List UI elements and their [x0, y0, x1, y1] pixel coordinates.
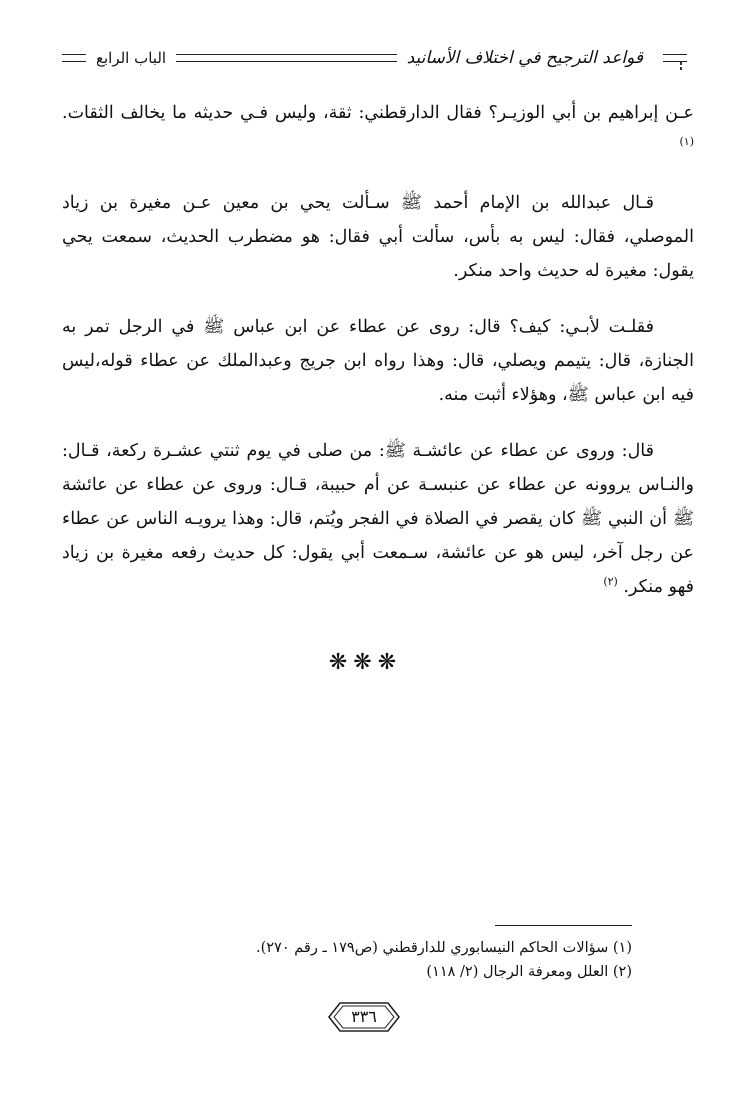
footnote-rule: [495, 925, 632, 926]
footnotes: [200, 936, 632, 984]
header-rule: [176, 54, 397, 62]
header-ornament-left: [62, 54, 86, 62]
running-header: [62, 38, 687, 78]
paragraph-3: فقلـت لأبـي: كيف؟ قال: روى عن عطاء عن ابن عباس ﷺ في الرجل تمر به الجنازة، قال: يتيمم ويصلي، قال: وهذا رواه ابن جريج وعبدالملك عن عطاء قوله،ليس فيه ابن عباس ﷺ، وهؤلاء أثبت منه.: [62, 317, 694, 405]
paragraph-1: [62, 96, 694, 164]
page-number: [326, 1000, 402, 1034]
book-title: قواعد الترجيح في اختلاف الأسانيد: [406, 48, 643, 68]
margin-mark: [678, 60, 684, 74]
main-text: [62, 96, 694, 604]
paragraph-1-text: عـن إبراهيم بن أبي الوزيـر؟ فقال الدارقطني: ثقة، وليس فـي حديثه ما يخالف الثقات.: [62, 103, 694, 123]
footnote-2: (٢) العلل ومعرفة الرجال (٢/ ١١٨): [426, 964, 632, 980]
paragraph-4-text: قال: وروى عن عطاء عن عائشـة ﷺ: من صلى في يوم ثنتي عشـرة ركعة، قـال: والنـاس يروونه عن عطاء عن عنبسـة عن أم حبيبة، قـال: وروى عن عطاء عن عائشة ﷺ أن النبي ﷺ كان يقصر في الصلاة في الفجر ويُتم، قال: وهذا يرويـه الناس عن عطاء عن رجل آخر، ليس هو عن عائشة، سـمعت أبي يقول: كل حديث رفعه مغيرة بن زياد فهو منكر.: [62, 441, 694, 597]
paragraph-4: [62, 434, 694, 604]
chapter-title: الباب الرابع: [96, 49, 167, 67]
page-number-text: ٣٣٦: [351, 1007, 377, 1026]
footnote-1: (١) سؤالات الحاكم النيسابوري للدارقطني (ص١٧٩ ـ رقم ٢٧٠).: [255, 940, 632, 956]
paragraph-2: قـال عبدالله بن الإمام أحمد ﷺ سـألت يحي بن معين عـن مغيرة بن زياد الموصلي، فقال: ليس به بأس، سألت أبي فقال: هو مضطرب الحديث، سمعت يحي يقول: مغيرة له حديث واحد منكر.: [62, 193, 694, 281]
footnote-ref-2: (٢): [603, 575, 618, 589]
section-separator: ❋❋❋: [328, 650, 403, 675]
footnote-ref-1: (١): [679, 135, 694, 149]
